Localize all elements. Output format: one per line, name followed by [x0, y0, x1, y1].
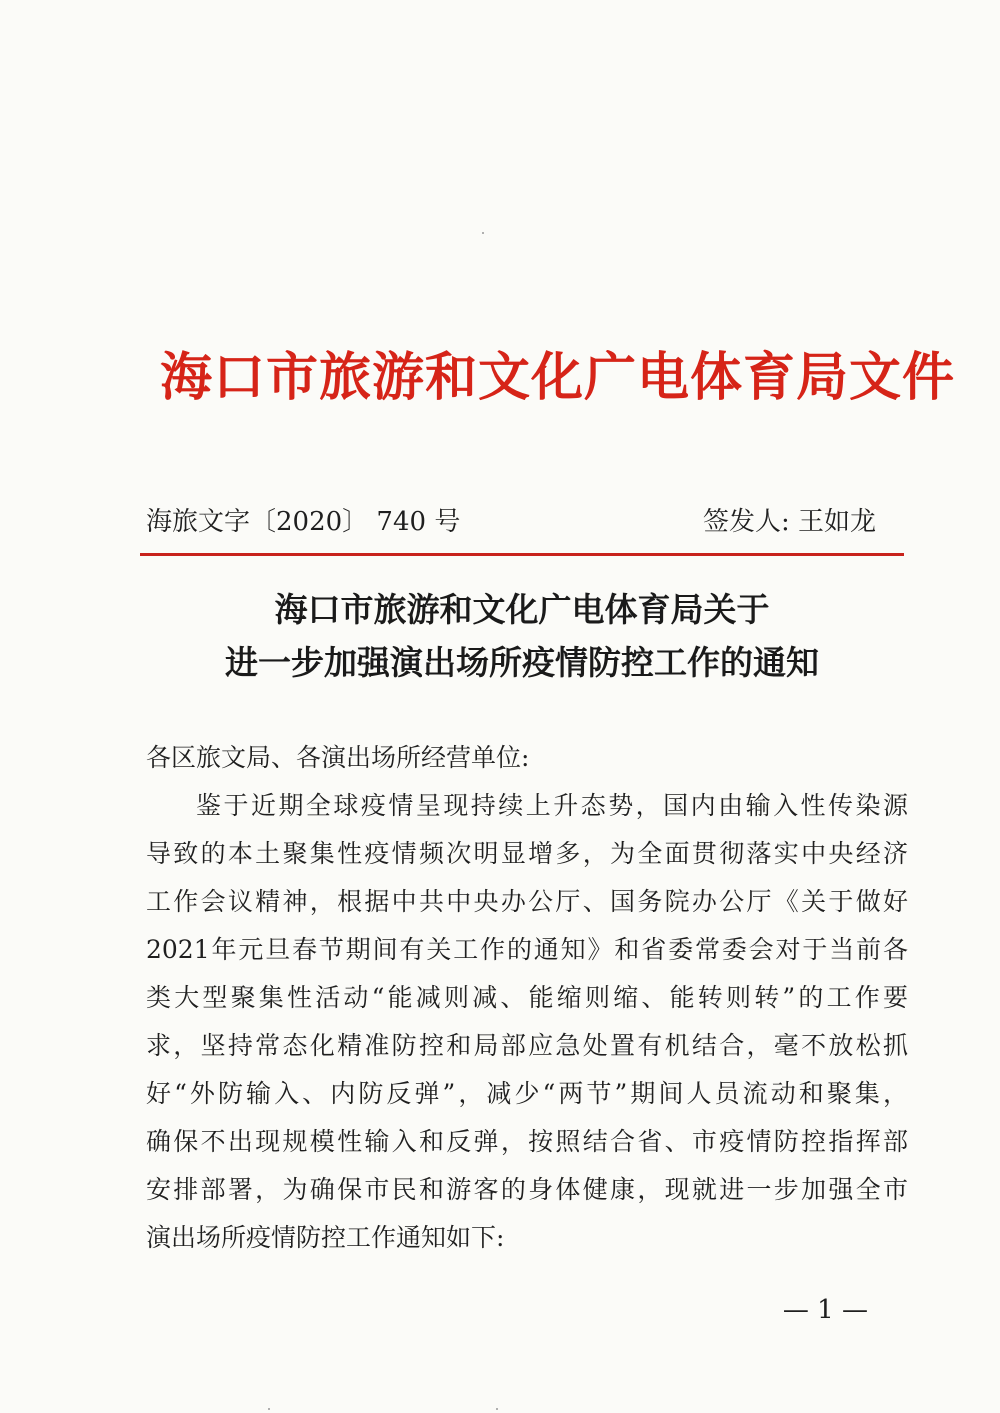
- body-text-line: 工作会议精神，根据中共中央办公厅、国务院办公厅《关于做好: [146, 887, 908, 916]
- body-text-line: 类大型聚集性活动“能减则减、能缩则缩、能转则转”的工作要: [146, 983, 908, 1012]
- page-number: — 1 —: [782, 1295, 868, 1325]
- header-divider-rule: [140, 553, 904, 556]
- signer-label: 签发人: 王如龙: [702, 507, 876, 537]
- body-text-line: 演出场所疫情防控工作通知如下:: [146, 1223, 505, 1252]
- body-text-line: 确保不出现规模性输入和反弹，按照结合省、市疫情防控指挥部: [146, 1127, 908, 1156]
- body-text-line: 导致的本土聚集性疫情频次明显增多，为全面贯彻落实中央经济: [146, 839, 908, 868]
- scan-speck: [482, 232, 484, 234]
- notice-title-line-1: 海口市旅游和文化广电体育局关于: [274, 590, 770, 629]
- document-header-title: 海口市旅游和文化广电体育局文件: [160, 347, 956, 408]
- document-number: 海旅文字〔2020〕 740 号: [146, 507, 461, 537]
- body-text-line: 安排部署，为确保市民和游客的身体健康，现就进一步加强全市: [146, 1175, 908, 1204]
- salutation: 各区旅文局、各演出场所经营单位:: [146, 743, 530, 772]
- scan-speck: [268, 1408, 270, 1410]
- body-text-line: 好“外防输入、内防反弹”，减少“两节”期间人员流动和聚集，: [146, 1079, 908, 1108]
- body-text-line: 2021年元旦春节期间有关工作的通知》和省委常委会对于当前各: [146, 935, 908, 964]
- scan-speck: [496, 1408, 498, 1410]
- notice-title-line-2: 进一步加强演出场所疫情防控工作的通知: [225, 643, 819, 682]
- body-text-line: 鉴于近期全球疫情呈现持续上升态势，国内由输入性传染源: [196, 791, 908, 820]
- body-text-line: 求，坚持常态化精准防控和局部应急处置有机结合，毫不放松抓: [146, 1031, 908, 1060]
